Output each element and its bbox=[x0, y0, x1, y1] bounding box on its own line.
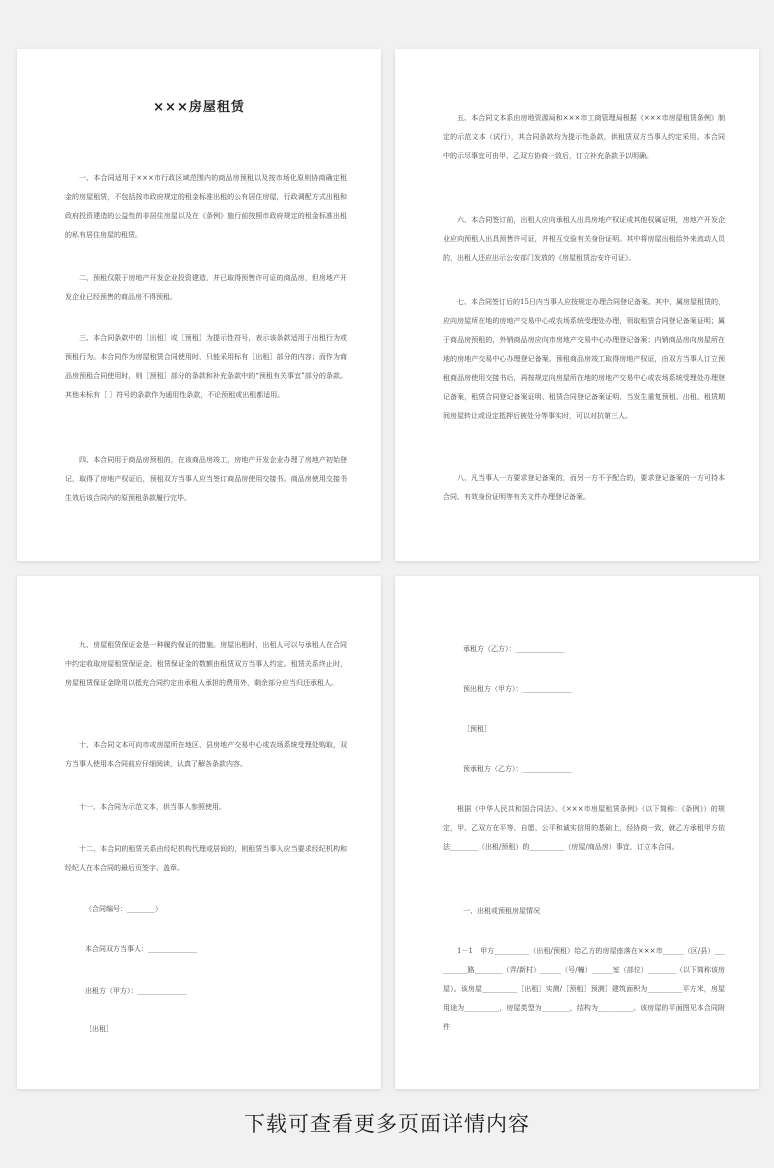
paragraph-9: 九、房屋租赁保证金是一种履约保证的措施。房屋出租时，出租人可以与承租人在合同中约定收取房屋租赁保证金。租赁保证金的数额由租赁双方当事人约定。租赁关系终止时，房屋租赁保证金除用以抵充合同约定由承租人承担的费用外，剩余部分应当归还承租人。 bbox=[65, 641, 347, 687]
paragraph-6: 六、本合同签订前，出租人应向承租人出具房地产权证或其他权属证明，房地产开发企业应向预租人出具预售许可证，并相互交验有关身份证明。其中将房屋出租给外来流动人员的，出租人还应出示公安部门发放的《房屋租赁治安许可证》。 bbox=[443, 216, 725, 262]
document-title: ×××房屋租赁 bbox=[153, 100, 245, 115]
prelessor-line: 预出租方（甲方）：______________ bbox=[463, 685, 572, 693]
download-hint: 下载可查看更多页面详情内容 bbox=[244, 1112, 530, 1136]
paragraph-1: 一、本合同适用于×××市行政区域范围内的商品房预租以及按市场化原则协商确定租金的房屋租赁，不包括按市政府规定的租金标准出租的公有居住房屋，行政调配方式出租和政府投资建造的公益性的非居住房屋以及在《条例》施行前按照市政府规定的租金标准出租的私有居住房屋的租赁。 bbox=[65, 174, 347, 239]
lessee-line: 承租方（乙方）：______________ bbox=[463, 645, 565, 653]
document-page-2 bbox=[395, 49, 759, 561]
prelease-tag: ［预租］ bbox=[463, 725, 491, 733]
paragraph-3: 三、本合同条款中的［出租］或［预租］为提示性符号，表示该条款适用于出租行为或预租行为。本合同作为房屋租赁合同使用时，只能采用标有［出租］部分的内容；而作为商品房预租合同使用时，则［预租］部分的条款和补充条款中的“预租有关事宜”部分的条款。其他未标有［ ］符号的条款作为通用性条款，不论预租或出租都适用。 bbox=[65, 334, 347, 399]
paragraph-10: 十、本合同文本可向市或房屋所在地区、县房地产交易中心或农场系统受理处购取，双方当事人使用本合同前应仔细阅读，认真了解各条款内容。 bbox=[65, 741, 347, 768]
document-page-3 bbox=[17, 576, 381, 1089]
paragraph-8: 八、凡当事人一方要求登记备案的，而另一方不予配合的，要求登记备案的一方可持本合同、有效身份证明等有关文件办理登记备案。 bbox=[443, 474, 725, 501]
parties-line: 本合同双方当事人：______________ bbox=[85, 945, 197, 953]
section-heading: 一、出租或预租房屋情况 bbox=[463, 907, 540, 915]
lessor-line: 出租方（甲方）：______________ bbox=[85, 987, 187, 995]
paragraph-12: 十二、本合同的租赁关系由经纪机构代理或居间的，则租赁当事人应当要求经纪机构和经纪人在本合同的最后页签字、盖章。 bbox=[65, 845, 347, 872]
paragraph-11: 十一、本合同为示范文本，供当事人参照使用。 bbox=[79, 803, 226, 811]
paragraph-7: 七、本合同签订后的15日内当事人应按规定办理合同登记备案。其中，属房屋租赁的，应向房屋所在地的房地产交易中心或农场系统受理处办理，领取租赁合同登记备案证明；属于商品房预租的，外销商品房应向市房地产交易中心办理登记备案；内销商品房向房屋所在地的房地产交易中心办理登记备案。预租商品房竣工取得房地产权证，由双方当事人订立预租商品房使用交接书后，再按规定向房屋所在地的房地产交易中心或农场系统受理处办理登记备案，租赁合同登记备案证明、租赁合同登记备案证明、当发生重复预租、出租、租赁期间房屋转让或设定抵押后被处分等事实时，可以对抗第三人。 bbox=[443, 298, 725, 420]
document-page-1 bbox=[17, 49, 381, 561]
clause-1-1: 1－1 甲方__________（出租/预租）给乙方的房屋座落在×××市______（区/县）__________路________（弄/新村）______（号/幢）______室（部位）________（以下简称该房屋）。该房屋__________［出租］实测/［预租］预测］建筑面积为__________平方米，房屋用途为__________，房屋类型为________，结构为__________。该房屋的平面图见本合同附件 bbox=[443, 947, 725, 1031]
document-page-4 bbox=[395, 576, 759, 1089]
paragraph-4: 四、本合同用于商品房预租的，在该商品房竣工，房地产开发企业办理了房地产初始登记，取得了房地产权证后，预租双方当事人应当签订商品房使用交接书。商品房使用交接书生效后该合同内的原预租条款履行完毕。 bbox=[65, 456, 347, 502]
prelessee-line: 预承租方（乙方）：______________ bbox=[463, 765, 572, 773]
basis-paragraph: 根据《中华人民共和国合同法》、《×××市房屋租赁条例》（以下简称：《条例》）的规定，甲、乙双方在平等、自愿、公平和诚实信用的基础上，经协商一致，就乙方承租甲方依法________（出租/预租）的__________（房屋/商品房）事宜，订立本合同。 bbox=[443, 805, 725, 851]
lease-tag: ［出租］ bbox=[85, 1025, 113, 1033]
paragraph-2: 二、预租仅限于房地产开发企业投资建造，并已取得预售许可证的商品房，但房地产开发企业已经预售的商品房不得预租。 bbox=[65, 274, 347, 301]
contract-number: （合同编号：________） bbox=[85, 905, 162, 913]
paragraph-5: 五、本合同文本系由房地资源局和×××市工商管理局根据《×××市房屋租赁条例》制定的示范文本（试行），其合同条款均为提示性条款，供租赁双方当事人约定采用。本合同中的示尽事宜可由甲、乙双方协商一致后，订立补充条款予以明确。 bbox=[443, 114, 725, 160]
